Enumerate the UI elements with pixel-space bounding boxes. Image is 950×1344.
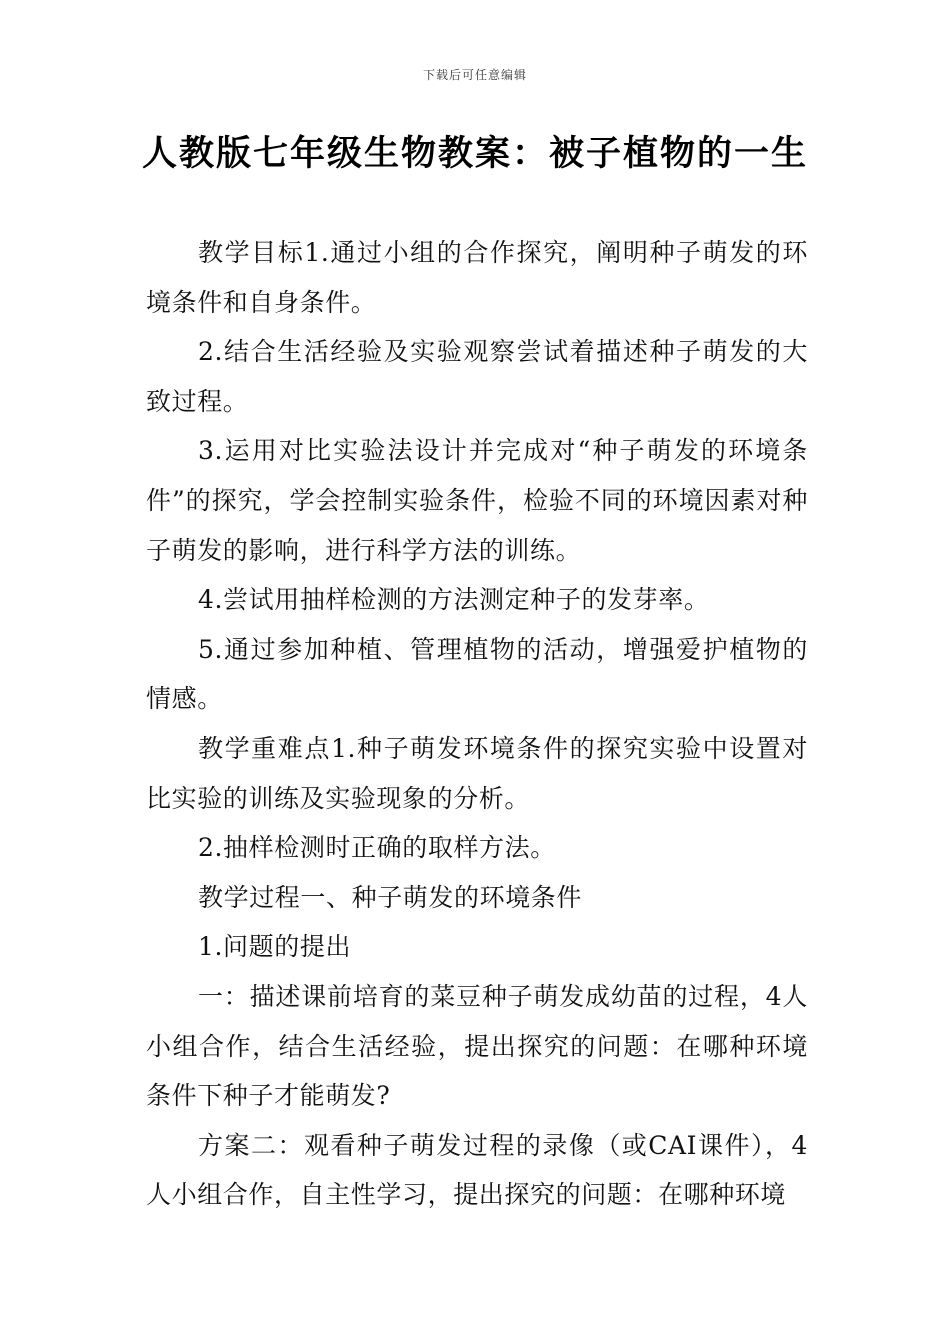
paragraph-plan-one: 一：描述课前培育的菜豆种子萌发成幼苗的过程，4人小组合作，结合生活经验，提出探究的问题：在哪种环境条件下种子才能萌发? xyxy=(146,981,808,1111)
paragraph-teaching-goal-4: 4.尝试用抽样检测的方法测定种子的发芽率。 xyxy=(198,585,710,615)
paragraph-key-points-1: 教学重难点1.种子萌发环境条件的探究实验中设置对比实验的训练及实验现象的分析。 xyxy=(146,733,808,813)
paragraph-teaching-goal-1: 教学目标1.通过小组的合作探究，阐明种子萌发的环境条件和自身条件。 xyxy=(146,238,808,317)
document-body xyxy=(146,228,808,1220)
paragraph-teaching-goal-2: 2.结合生活经验及实验观察尝试着描述种子萌发的大致过程。 xyxy=(146,337,808,416)
paragraph-teaching-goal-3: 3.运用对比实验法设计并完成对“种子萌发的环境条件”的探究，学会控制实验条件，检验不同的环境因素对种子萌发的影响，进行科学方法的训练。 xyxy=(146,436,808,565)
document-title: 人教版七年级生物教案：被子植物的一生 xyxy=(141,134,808,174)
paragraph-key-points-2: 2.抽样检测时正确的取样方法。 xyxy=(198,833,556,863)
paragraph-plan-two: 方案二：观看种子萌发过程的录像（或CAI课件），4人小组合作，自主性学习，提出探究的问题：在哪种环境 xyxy=(146,1130,808,1210)
paragraph-teaching-goal-5: 5.通过参加种植、管理植物的活动，增强爱护植物的情感。 xyxy=(146,634,808,714)
paragraph-process-heading: 教学过程一、种子萌发的环境条件 xyxy=(198,882,583,912)
paragraph-question-heading: 1.问题的提出 xyxy=(198,932,352,962)
header-note: 下载后可任意编辑 xyxy=(422,68,527,82)
